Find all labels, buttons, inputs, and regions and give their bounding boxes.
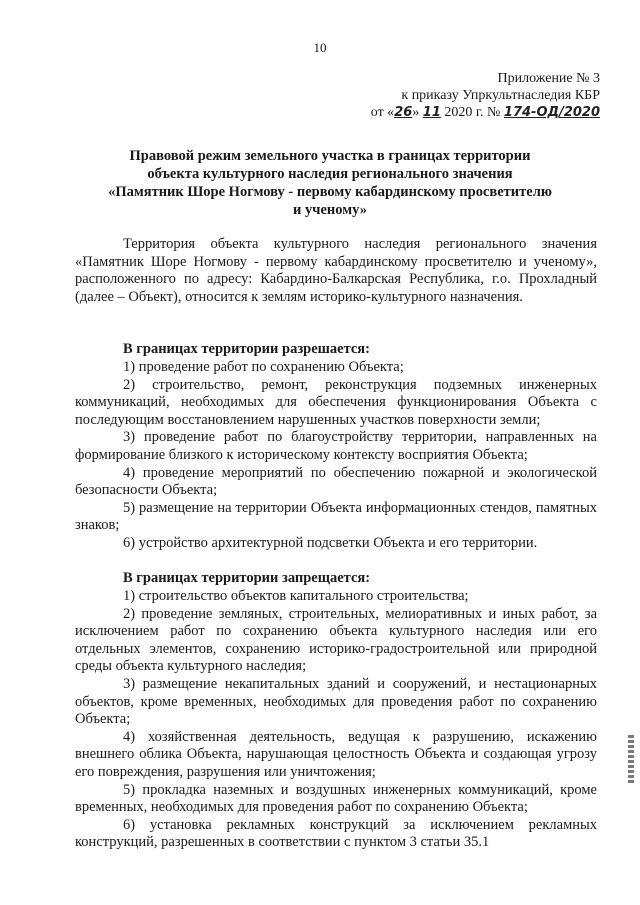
list-item: 4) проведение мероприятий по обеспечению пожарной и экологической безопасности Объекта;	[75, 464, 597, 499]
title-line: Правовой режим земельного участка в границах территории	[129, 148, 531, 164]
forbidden-list	[75, 588, 597, 852]
list-item: 2) проведение земляных, строительных, мелиоративных и иных работ, за исключением работ по сохранению объекта культурного наследия или его отдельных элементов, сохранению историко-градостроительной или природной среды объекта культурного наследия;	[75, 605, 597, 675]
appendix-block	[371, 70, 600, 121]
list-item: 6) установка рекламных конструкций за исключением рекламных конструкций, разрешенных в соответствии с пунктом 3 статьи 35.1	[75, 816, 597, 851]
allowed-list	[75, 359, 597, 553]
date-prefix: от «	[370, 105, 395, 120]
title-line: и ученому»	[293, 202, 367, 218]
date-mid: »	[412, 105, 420, 120]
list-item: 4) хозяйственная деятельность, ведущая к разрушению, искажению внешнего облика Объекта, нарушающая целостность Объекта и создающая угрозу его повреждения, разрушения или уничтожения;	[75, 728, 597, 780]
page-number: 10	[313, 40, 327, 55]
title-line: «Памятник Шоре Ногмову - первому кабардинскому просветителю	[108, 184, 552, 200]
allowed-heading: В границах территории разрешается:	[123, 341, 370, 357]
list-item: 1) проведение работ по сохранению Объекта;	[123, 359, 404, 375]
list-item: 5) размещение на территории Объекта информационных стендов, памятных знаков;	[75, 499, 597, 534]
appendix-date-line	[371, 104, 600, 121]
appendix-title: Приложение № 3	[497, 71, 600, 86]
handwritten-month: 11	[422, 105, 441, 120]
scan-edge-mark	[628, 735, 634, 785]
appendix-order: к приказу Упркультнаследия КБР	[401, 88, 600, 103]
list-item: 1) строительство объектов капитального строительства;	[123, 588, 469, 604]
list-item: 2) строительство, ремонт, реконструкция подземных инженерных коммуникаций, необходимых для обеспечения функционирования Объекта с последующим восстановлением нарушенных участков поверхности земли;	[75, 376, 597, 428]
handwritten-day: 26	[394, 105, 413, 120]
handwritten-order-number: 174-ОД/2020	[503, 105, 600, 120]
title-line: объекта культурного наследия регионального значения	[147, 166, 513, 182]
forbidden-heading: В границах территории запрещается:	[123, 570, 371, 586]
list-item: 5) прокладка наземных и воздушных инженерных коммуникаций, кроме временных, необходимых для проведения работ по сохранению Объекта;	[75, 781, 597, 816]
year-text: 2020 г. №	[444, 105, 501, 120]
list-item: 3) размещение некапитальных зданий и сооружений, и нестационарных объектов, кроме временных, необходимых для проведения работ по сохранению Объекта;	[75, 675, 597, 728]
document-title	[60, 147, 600, 219]
intro-paragraph: Территория объекта культурного наследия регионального значения «Памятник Шоре Ногмову - первому кабардинскому просветителю и ученому», расположенного по адресу: Кабардино-Балкарская Республика, г.о. Прохладный (далее – Объект), относится к землям историко-культурного назначения.	[75, 236, 597, 305]
list-item: 6) устройство архитектурной подсветки Объекта и его территории.	[123, 534, 538, 551]
list-item: 3) проведение работ по благоустройству территории, направленных на формирование близкого к историческому контексту восприятия Объекта;	[75, 429, 597, 463]
